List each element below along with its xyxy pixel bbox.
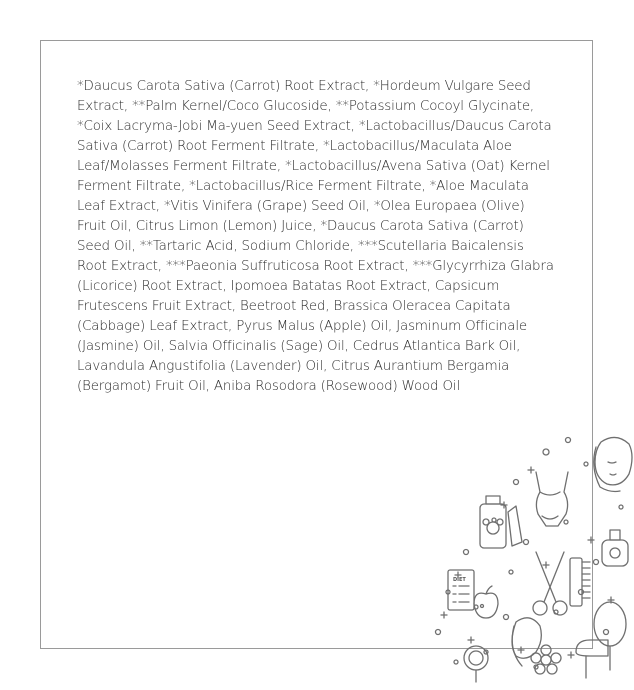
mirror-icon xyxy=(594,602,626,670)
hair-dryer-icon xyxy=(576,640,608,678)
apple-icon xyxy=(474,586,498,618)
woman-profile-icon xyxy=(512,618,541,666)
cream-tube-icon xyxy=(480,496,522,548)
woman-face-icon xyxy=(594,437,632,491)
diet-list-icon xyxy=(448,570,474,610)
beauty-icons-illustration xyxy=(396,412,634,690)
scissors-icon xyxy=(533,552,567,615)
swimsuit-icon xyxy=(536,472,568,526)
ingredients-text: *Daucus Carota Sativa (Carrot) Root Extract, *Hordeum Vulgare Seed Extract, **Palm Kernel/Coco Glucoside, **Potassium Cocoyl Glycinate, *Coix Lacryma-Jobi Ma-yuen Seed Extract, *Lactobacillus/Daucus Carota Sativa (Carrot) Root Ferment Filtrate, *Lactobacillus/Maculata Aloe Leaf/Molasses Ferment Filtrate, *Lactobacillus/Avena Sativa (Oat) Kernel Ferment Filtrate, *Lactobacillus/Rice Ferment Filtrate, *Aloe Maculata Leaf Extract, *Vitis Vinifera (Grape) Seed Oil, *Olea Europaea (Olive) Fruit Oil, Citrus Limon (Lemon) Juice, *Daucus Carota Sativa (Carrot) Seed Oil, **Tartaric Acid, Sodium Chloride, ***Scutellaria Baicalensis Root Extract, ***Paeonia Suffruticosa Root Extract, ***Glycyrrhiza Glabra (Licorice) Root Extract, Ipomoea Batatas Root Extract, Capsicum Frutescens Fruit Extract, Beetroot Red, Brassica Oleracea Capitata (Cabbage) Leaf Extract, Pyrus Malus (Apple) Oil, Jasminum Officinale (Jasmine) Oil, Salvia Officinalis (Sage) Oil, Cedrus Atlantica Bark Oil, Lavandula Angustifolia (Lavender) Oil, Citrus Aurantium Bergamia (Bergamot) Fruit Oil, Aniba Rosodora (Rosewood) Wood Oil xyxy=(77,79,554,394)
comb-icon xyxy=(570,558,590,606)
diet-label: DIET xyxy=(453,577,466,583)
perfume-icon xyxy=(602,530,628,566)
flower-icon xyxy=(531,645,561,674)
